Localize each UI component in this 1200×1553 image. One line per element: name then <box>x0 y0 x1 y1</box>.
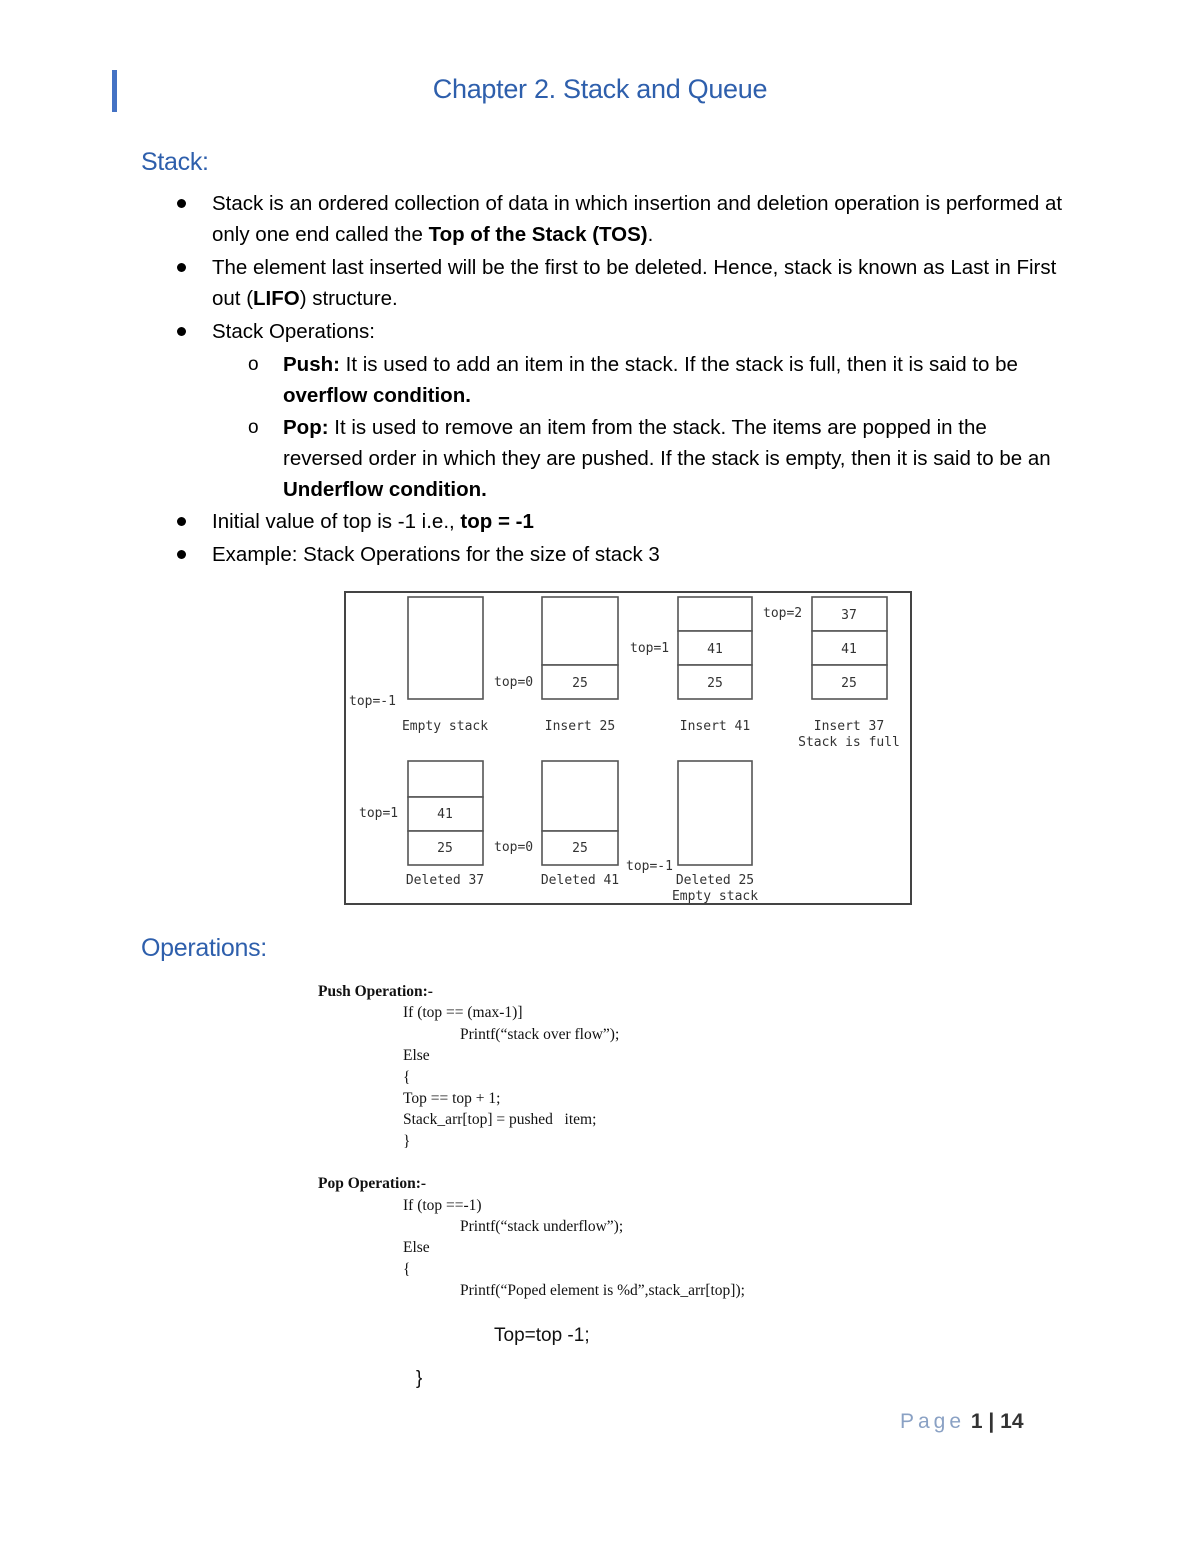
stack-diagram-svg <box>344 591 912 905</box>
stack1-slot-empty <box>542 597 618 665</box>
value-label: 37 <box>841 608 857 623</box>
caption: Insert 41 <box>679 719 751 734</box>
value-label: 25 <box>572 676 588 691</box>
code-line: Printf(“stack over flow”); <box>460 1026 620 1043</box>
top-pointer-label: top=0 <box>494 675 534 690</box>
bullet-initial-top: Initial value of top is -1 i.e., top = -1 <box>170 506 1070 537</box>
code-line: Stack_arr[top] = pushed item; <box>403 1111 597 1128</box>
code-line: { <box>403 1069 411 1086</box>
caption: Deleted 37 <box>405 873 485 888</box>
page-total: 14 <box>1000 1410 1024 1433</box>
stack4-slot-empty <box>408 761 483 797</box>
code-line: Top=top -1; <box>494 1325 590 1346</box>
value-label: 25 <box>841 676 857 691</box>
code-line: Printf(“stack underflow”); <box>460 1218 624 1235</box>
sub-bullet-push: o Push: It is used to add an item in the stack. If the stack is full, then it is said to be overflow condition. <box>170 349 1070 411</box>
operations-code <box>318 983 878 1403</box>
stack-bullet-list <box>170 188 1070 572</box>
stack5-slot-empty <box>542 761 618 831</box>
value-label: 25 <box>572 841 588 856</box>
caption: Insert 37 <box>813 719 885 734</box>
empty-stack-box <box>408 597 483 699</box>
stack2-slot-empty <box>678 597 752 631</box>
chapter-title: Chapter 2. Stack and Queue <box>432 74 768 104</box>
code-line: } <box>416 1368 423 1389</box>
bullet-definition: Stack is an ordered collection of data in which insertion and deletion operation is performed at only one end called the Top of the Stack (TOS). <box>170 188 1070 250</box>
value-label: 41 <box>437 807 453 822</box>
caption: Stack is full <box>798 735 900 750</box>
bullet-lifo: The element last inserted will be the first to be deleted. Hence, stack is known as Last in First out (LIFO) structure. <box>170 252 1070 314</box>
caption: Insert 25 <box>544 719 616 734</box>
value-label: 25 <box>437 841 453 856</box>
top-pointer-label: top=1 <box>359 806 399 821</box>
page-footer <box>900 1410 1024 1434</box>
top-pointer-label: top=-1 <box>626 859 673 874</box>
page-separator: | <box>988 1410 995 1433</box>
top-pointer-label: top=1 <box>630 641 670 656</box>
code-line: { <box>403 1261 411 1278</box>
caption: Empty stack <box>671 889 759 904</box>
push-operation-title: Push Operation:- <box>318 983 433 1000</box>
caption: Deleted 41 <box>540 873 620 888</box>
top-pointer-label: top=2 <box>763 606 803 621</box>
pop-operation-title: Pop Operation:- <box>318 1175 427 1192</box>
caption: Deleted 25 <box>675 873 755 888</box>
sub-bullet-pop: o Pop: It is used to remove an item from the stack. The items are popped in the reversed order in which they are pushed. If the stack is empty, then it is said to be an Underflow condition. <box>170 412 1070 505</box>
caption: Empty stack <box>401 719 489 734</box>
stack-operations-diagram <box>344 591 912 905</box>
top-pointer-label: top=0 <box>494 840 534 855</box>
operations-heading: Operations: <box>141 934 267 962</box>
bullet-example: Example: Stack Operations for the size of stack 3 <box>170 539 1070 570</box>
bullet-operations: Stack Operations: <box>170 316 1070 347</box>
value-label: 25 <box>707 676 723 691</box>
stack-heading: Stack: <box>141 148 209 176</box>
code-line: } <box>403 1133 411 1150</box>
code-line: If (top ==-1) <box>403 1197 482 1214</box>
page-label: Page <box>900 1410 966 1433</box>
code-line: Else <box>403 1047 430 1064</box>
value-label: 41 <box>841 642 857 657</box>
stack6-empty-box <box>678 761 752 865</box>
code-line: Else <box>403 1239 430 1256</box>
code-line: Top == top + 1; <box>403 1090 501 1107</box>
value-label: 41 <box>707 642 723 657</box>
top-pointer-label: top=-1 <box>349 694 396 709</box>
page-number: 1 <box>970 1410 983 1433</box>
code-line: If (top == (max-1)] <box>403 1004 523 1021</box>
code-line: Printf(“Poped element is %d”,stack_arr[top]); <box>460 1282 745 1299</box>
